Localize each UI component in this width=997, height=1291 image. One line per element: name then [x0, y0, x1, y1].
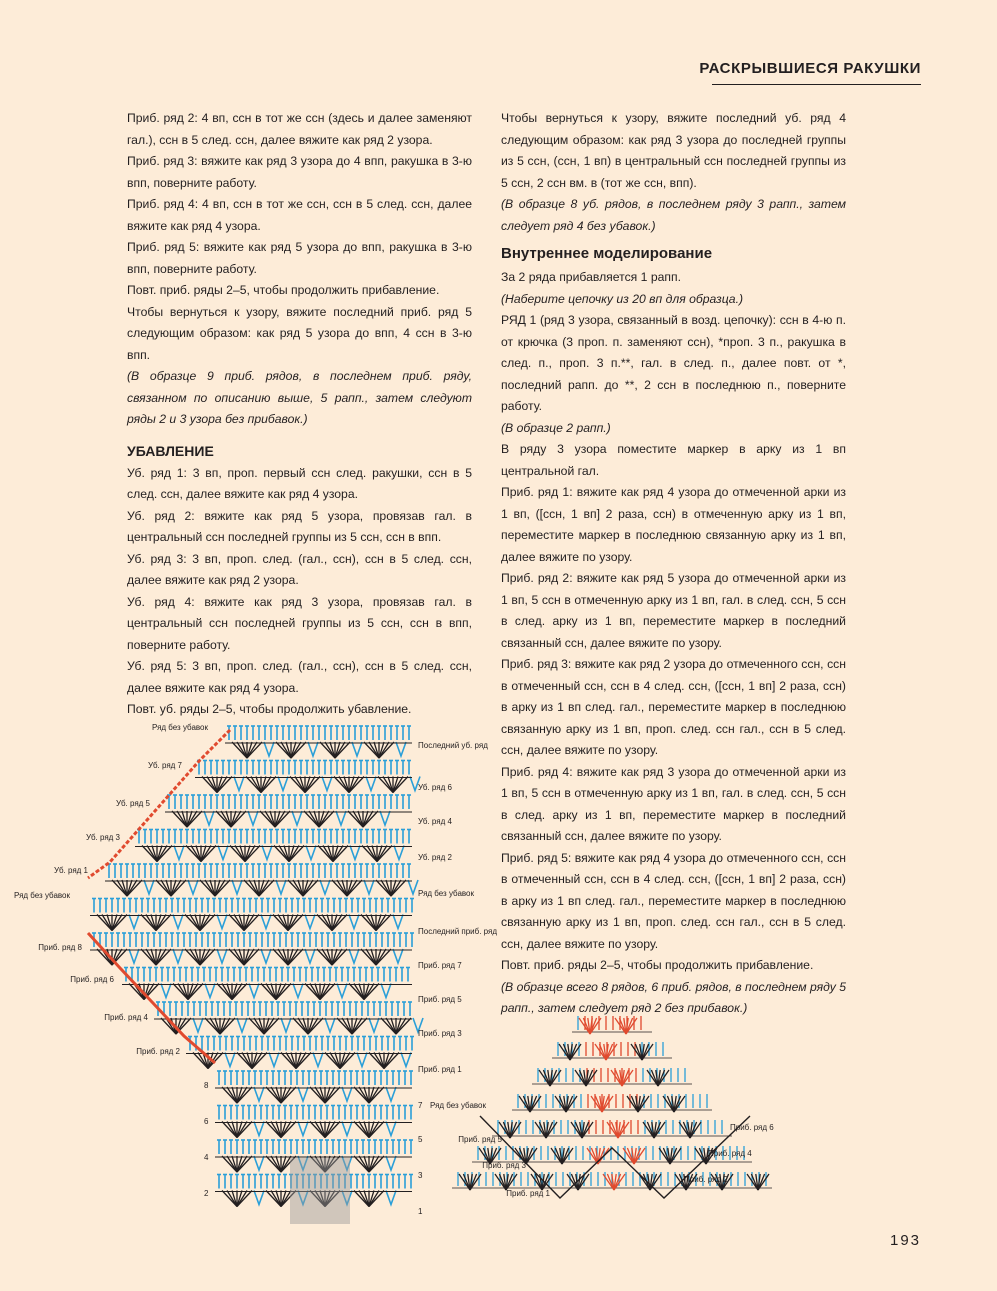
v-stitch [396, 742, 406, 756]
shell-stitch [381, 880, 391, 896]
shell-stitch [265, 811, 275, 827]
shell-stitch [325, 742, 335, 758]
row-number-left: 4 [204, 1153, 209, 1162]
decrease-heading: УБАВЛЕНИЕ [127, 442, 214, 459]
instruction-paragraph: Приб. ряд 2: вяжите как ряд 5 узора до отмеченной арки из 1 вп, 5 ссн в отмеченную арку из 1 вп, гал. в след. ссн, 5 ссн в след. арку из 1 вп, переместите маркер в последний связанный ссн, далее вяжите по узору. [501, 571, 846, 650]
shell-stitch [337, 880, 347, 896]
v-stitch [261, 949, 271, 963]
shell-stitch [293, 880, 303, 896]
shell-stitch [309, 811, 319, 827]
instruction-paragraph: Уб. ряд 3: 3 вп, проп. след. (гал., ссн), ссн в 5 след. ссн, далее вяжите как ряд 2 узора. [127, 551, 472, 587]
shell-stitch [271, 1191, 281, 1207]
shell-stitch [339, 777, 349, 793]
shell-stitch [177, 811, 187, 827]
v-stitch [248, 811, 258, 825]
v-stitch [305, 949, 315, 963]
v-stitch [380, 811, 390, 825]
shell-stitch [281, 742, 291, 758]
chart-label-left: Приб. ряд 8 [38, 943, 82, 952]
shell-stitch [227, 1122, 237, 1138]
v-stitch [281, 1018, 291, 1032]
shell-stitch [117, 880, 127, 896]
v-stitch [322, 777, 332, 791]
v-stitch [161, 984, 171, 998]
shell-stitch [359, 1087, 369, 1103]
v-stitch [408, 880, 418, 894]
instruction-paragraph: Уб. ряд 5: 3 вп, проп. след. (гал., ссн), ссн в 5 след. ссн, далее вяжите как ряд 4 узора. [127, 659, 472, 695]
header-rule [712, 84, 921, 85]
shell-stitch [102, 915, 112, 931]
v-stitch [342, 1122, 352, 1136]
shell-stitch [278, 915, 288, 931]
v-stitch [386, 1191, 396, 1205]
shell-stitch [359, 1156, 369, 1172]
v-stitch [249, 984, 259, 998]
instruction-paragraph: Уб. ряд 1: 3 вп, проп. первый ссн след. ракушки, ссн в 5 след. ссн, далее вяжите как ряд 4 узора. [127, 465, 472, 501]
instruction-paragraph: (В образце 8 уб. рядов, в последнем ряду 3 рапп., затем следует ряд 4 без убавок.) [501, 197, 846, 233]
v-stitch [394, 846, 404, 860]
v-stitch [225, 1053, 235, 1067]
v-stitch [293, 984, 303, 998]
v-stitch [217, 949, 227, 963]
instruction-paragraph: Приб. ряд 4: вяжите как ряд 3 узора до отмеченной арки из 1 вп, 5 ссн в отмеченную арку из 1 вп, гал. в след. ссн, 5 ссн в след. арку из 1 вп, переместите маркер в последний связанный ссн, далее вяжите по узору. [501, 764, 846, 843]
v-stitch [386, 1156, 396, 1170]
shell-stitch [161, 880, 171, 896]
shell-stitch [330, 1053, 340, 1069]
row-number-right: 7 [418, 1101, 423, 1110]
chart-label-right: Ряд без убавок [418, 889, 474, 898]
row-number-left: 2 [204, 1189, 209, 1198]
v-stitch [298, 1122, 308, 1136]
chart-label-right: Последний приб. ряд [418, 927, 498, 936]
instruction-paragraph: Приб. ряд 2: 4 вп, ссн в тот же ссн (здесь и далее заменяют гал.), ссн в 5 след. ссн, далее вяжите как ряд 2 узора. [127, 111, 472, 147]
v-stitch [320, 880, 330, 894]
v-stitch [276, 880, 286, 894]
v-stitch [278, 777, 288, 791]
instruction-paragraph: Чтобы вернуться к узору, вяжите последний уб. ряд 4 следующим образом: как ряд 3 узора до последней группы из 5 ссн, (ссн, 1 вп) в центральный ссн последней группы из 5 ссн, 2 ссн вм. в (тот же ссн, впп). [501, 111, 846, 190]
shell-stitch [207, 777, 217, 793]
chart-label-right: Уб. ряд 4 [418, 817, 452, 826]
v-stitch [401, 1053, 411, 1067]
left-text-column [127, 108, 472, 721]
shell-stitch [251, 777, 261, 793]
right-crochet-chart [430, 1008, 800, 1208]
v-stitch [254, 1122, 264, 1136]
shell-stitch [210, 1018, 220, 1034]
v-stitch [217, 915, 227, 929]
chart-label-left: Приб. ряд 2 [136, 1047, 180, 1056]
row-number-left: 6 [204, 1117, 209, 1126]
shell-stitch [315, 1087, 325, 1103]
v-stitch [262, 846, 272, 860]
internal-shaping-heading: Внутреннее моделирование [501, 245, 713, 262]
shell-stitch [366, 915, 376, 931]
page-number: 193 [890, 1232, 922, 1249]
shell-stitch [279, 846, 289, 862]
shell-stitch [271, 1156, 281, 1172]
shell-stitch [235, 846, 245, 862]
shell-stitch [315, 1122, 325, 1138]
v-stitch [305, 915, 315, 929]
shell-stitch [353, 811, 363, 827]
v-stitch [129, 949, 139, 963]
v-stitch [349, 949, 359, 963]
v-stitch [364, 880, 374, 894]
row-number-right: 1 [418, 1207, 423, 1216]
shell-stitch [369, 742, 379, 758]
instruction-paragraph: Приб. ряд 3: вяжите как ряд 2 узора до отмеченного ссн, ссн в отмеченный ссн, ссн в 4 след. ссн, ([ссн, 1 вп] 2 раза, ссн) в арку из 1 вп след. гал., переместите маркер в последнюю связанную арку из 1 вп, проп. след. ссн гал., ссн в 5 след. ссн, далее вяжите по узору. [501, 657, 846, 757]
chart-label-right: Последний уб. ряд [418, 741, 488, 750]
shell-stitch [205, 880, 215, 896]
v-stitch [188, 880, 198, 894]
v-stitch [237, 1018, 247, 1032]
v-stitch [292, 811, 302, 825]
chart-label-right: Приб. ряд 6 [730, 1123, 774, 1132]
v-stitch [342, 1087, 352, 1101]
chart-label-left: Уб. ряд 5 [116, 799, 150, 808]
shell-stitch [222, 984, 232, 1000]
shell-stitch [298, 1018, 308, 1034]
shell-stitch [266, 984, 276, 1000]
shell-stitch [271, 1122, 281, 1138]
chart-label-right: Уб. ряд 6 [418, 783, 452, 792]
v-stitch [308, 742, 318, 756]
chart-label-right: Приб. ряд 4 [708, 1149, 752, 1158]
right-text-column [501, 108, 846, 1020]
chart-label-left: Ряд без убавок [152, 723, 208, 732]
instruction-paragraph: В ряду 3 узора поместите маркер в арку из 1 вп центральной гал. [501, 442, 846, 478]
shell-stitch [242, 1053, 252, 1069]
v-stitch [313, 1053, 323, 1067]
v-stitch [174, 846, 184, 860]
v-stitch [381, 984, 391, 998]
shell-stitch [191, 846, 201, 862]
instruction-paragraph: РЯД 1 (ряд 3 узора, связанный в возд. цепочку): ссн в 4-ю п. от крючка (3 проп. п. заменяют ссн), *проп. 3 п., ракушка в след. п., проп. 3 п.**, гал. в след. п., далее повт. от *, последний рапп. до **, 2 ссн в последнюю п., поверните работу. [501, 313, 846, 413]
chart-label-right: Приб. ряд 5 [418, 995, 462, 1004]
v-stitch [386, 1087, 396, 1101]
v-stitch [261, 915, 271, 929]
shell-stitch [386, 1018, 396, 1034]
v-stitch [350, 846, 360, 860]
v-stitch [144, 880, 154, 894]
shell-stitch [227, 1156, 237, 1172]
v-stitch [129, 915, 139, 929]
shell-stitch [190, 915, 200, 931]
v-stitch [393, 915, 403, 929]
instruction-paragraph: За 2 ряда прибавляется 1 рапп. [501, 270, 681, 284]
v-stitch [366, 777, 376, 791]
chart-label-right: Уб. ряд 2 [418, 853, 452, 862]
shell-stitch [310, 984, 320, 1000]
chart-label-left: Ряд без убавок [430, 1101, 486, 1110]
chart-label-left: Уб. ряд 1 [54, 866, 88, 875]
shell-stitch [342, 1018, 352, 1034]
shell-stitch [354, 984, 364, 1000]
v-stitch [349, 915, 359, 929]
shell-stitch [234, 949, 244, 965]
row-number-right: 3 [418, 1171, 423, 1180]
chart-label-left: Приб. ряд 5 [458, 1135, 502, 1144]
instruction-paragraph: Повт. приб. ряды 2–5, чтобы продолжить прибавление. [127, 283, 440, 297]
shell-stitch [249, 880, 259, 896]
chart-label-left: Приб. ряд 1 [506, 1189, 550, 1198]
chart-label-left: Приб. ряд 4 [104, 1013, 148, 1022]
shell-stitch [383, 777, 393, 793]
v-stitch [386, 1122, 396, 1136]
shell-stitch [234, 915, 244, 931]
v-stitch [352, 742, 362, 756]
instruction-paragraph: (Наберите цепочку из 20 вп для образца.) [501, 291, 744, 306]
v-stitch [232, 880, 242, 894]
instruction-paragraph: (В образце всего 8 рядов, 6 приб. рядов, в последнем ряду 5 рапп., затем следует ряд 2 без прибавок.) [501, 979, 846, 1015]
instruction-paragraph: Приб. ряд 4: 4 вп, ссн в тот же ссн, ссн в 5 след. ссн, далее вяжите как ряд 4 узора. [127, 197, 472, 233]
instruction-paragraph: Приб. ряд 1: вяжите как ряд 4 узора до отмеченной арки из 1 вп, ([ссн, 1 вп] 2 раза, ссн) в отмеченную арку из 1 вп, переместите маркер в последнюю связанную арку из 1 вп, далее вяжите по узору. [501, 485, 846, 564]
shell-stitch [367, 846, 377, 862]
v-stitch [393, 949, 403, 963]
instruction-paragraph: Уб. ряд 2: вяжите как ряд 5 узора, провязав гал. в центральный ссн последней группы из 5 ссн, ссн в впп. [127, 508, 472, 544]
shell-stitch [295, 777, 305, 793]
shell-stitch [227, 1087, 237, 1103]
v-stitch [306, 846, 316, 860]
v-stitch [337, 984, 347, 998]
instruction-paragraph: Чтобы вернуться к узору, вяжите последний приб. ряд 5 следующим образом: как ряд 5 узора до впп, 4 ссн в 3-ю впп. [127, 304, 472, 362]
v-stitch [173, 949, 183, 963]
v-stitch [204, 811, 214, 825]
left-instructions-decrease [127, 463, 472, 721]
v-stitch [173, 915, 183, 929]
v-stitch [336, 811, 346, 825]
instruction-paragraph: Приб. ряд 5: вяжите как ряд 4 узора до отмеченного ссн, ссн в отмеченный ссн, ссн в 4 след. ссн, ([ссн, 1 вп] 2 раза, ссн) в арку из 1 вп след. гал., переместите маркер в последнюю связанную арку из 1 вп, проп. след. ссн гал., ссн в 5 след. ссн, далее вяжите по узору. [501, 850, 846, 951]
right-instructions-return [501, 108, 846, 237]
v-stitch [298, 1087, 308, 1101]
chart-label-left: Ряд без убавок [14, 891, 70, 900]
shell-stitch [254, 1018, 264, 1034]
v-stitch [234, 777, 244, 791]
section-title: РАСКРЫВШИЕСЯ РАКУШКИ [699, 60, 921, 77]
shell-stitch [178, 984, 188, 1000]
shell-stitch [271, 1087, 281, 1103]
shell-stitch [146, 949, 156, 965]
v-stitch [205, 984, 215, 998]
instruction-paragraph: Повт. приб. ряды 2–5, чтобы продолжить прибавление. [501, 958, 814, 972]
v-stitch [357, 1053, 367, 1067]
v-stitch [369, 1018, 379, 1032]
v-stitch [264, 742, 274, 756]
shell-stitch [221, 811, 231, 827]
chart-label-right: Приб. ряд 2 [684, 1175, 728, 1184]
shell-stitch [227, 1191, 237, 1207]
chart-label-left: Приб. ряд 3 [482, 1161, 526, 1170]
instruction-paragraph: Повт. уб. ряды 2–5, чтобы продолжить убавление. [127, 702, 412, 716]
v-stitch [269, 1053, 279, 1067]
shell-stitch [278, 949, 288, 965]
row-number-left: 8 [204, 1081, 209, 1090]
v-stitch [325, 1018, 335, 1032]
v-stitch [218, 846, 228, 860]
instruction-paragraph: (В образце 9 приб. рядов, в последнем приб. ряду, связанном по описанию выше, 5 рапп., затем следуют ряды 2 и 3 узора без прибавок.) [127, 369, 472, 426]
left-crochet-chart [14, 718, 498, 1230]
v-stitch [254, 1156, 264, 1170]
shell-stitch [146, 915, 156, 931]
instruction-paragraph: Уб. ряд 4: вяжите как ряд 3 узора, провязав гал. в центральный ссн последней группы из 5 ссн, ссн в впп, поверните работу. [127, 594, 472, 652]
row-number-right: 5 [418, 1135, 423, 1144]
shell-stitch [322, 915, 332, 931]
shell-stitch [322, 949, 332, 965]
instruction-paragraph: Приб. ряд 5: вяжите как ряд 5 узора до впп, ракушка в 3-ю впп, поверните работу. [127, 240, 472, 276]
shell-stitch [286, 1053, 296, 1069]
left-instructions-increase [127, 108, 472, 431]
shell-stitch [147, 846, 157, 862]
instruction-paragraph: Приб. ряд 3: вяжите как ряд 3 узора до 4 впп, ракушка в 3-ю впп, поверните работу. [127, 154, 472, 190]
sample-highlight [290, 1158, 350, 1224]
chart-label-left: Уб. ряд 3 [86, 833, 120, 842]
v-stitch [254, 1087, 264, 1101]
instruction-paragraph: (В образце 2 рапп.) [501, 420, 611, 435]
chart-label-right: Приб. ряд 3 [418, 1029, 462, 1038]
chart-label-right: Приб. ряд 1 [418, 1065, 462, 1074]
shell-stitch [374, 1053, 384, 1069]
shell-stitch [237, 742, 247, 758]
shell-stitch [366, 949, 376, 965]
shell-stitch [190, 949, 200, 965]
chart-label-left: Приб. ряд 6 [70, 975, 114, 984]
shell-stitch [359, 1191, 369, 1207]
v-stitch [193, 1018, 203, 1032]
v-stitch [254, 1191, 264, 1205]
chart-label-left: Уб. ряд 7 [148, 761, 182, 770]
chart-label-right: Приб. ряд 7 [418, 961, 462, 970]
right-instructions-internal [501, 267, 846, 1020]
shell-stitch [323, 846, 333, 862]
shell-stitch [359, 1122, 369, 1138]
